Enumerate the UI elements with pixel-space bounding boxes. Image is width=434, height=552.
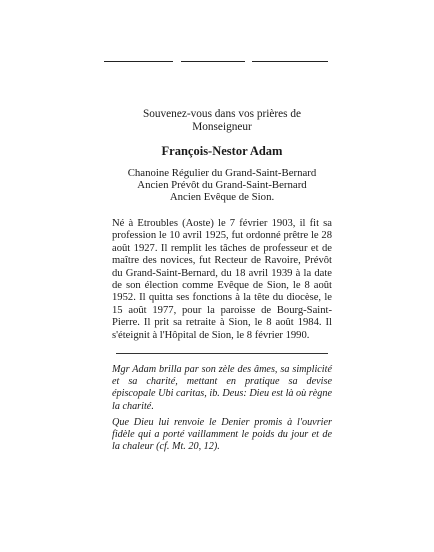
title-line-2: Ancien Prévôt du Grand-Saint-Bernard <box>137 179 307 191</box>
memorial-card <box>112 108 332 457</box>
top-rule-right <box>252 61 328 62</box>
section-divider <box>116 353 328 354</box>
intro-line-2: Monseigneur <box>192 121 252 133</box>
biography: Né à Etroubles (Aoste) le 7 février 1903, il fit sa profession le 10 avril 1925, fut ordonné prêtre le 28 août 1927. Il remplit les tâches de professeur et de maître des novices, fut Recteur de Ravoire, Prévôt du Grand-Saint-Bernard, du 18 avril 1939 à la date de son élection comme Evêque de Sion, le 8 août 1952. Il quitta ses fonctions à la tête du diocèse, le 15 août 1977, pour la paroisse de Bourg-Saint-Pierre. Il prit sa retraite à Sion, le 8 août 1984. Il s'éteignit à l'Hôpital de Sion, le 8 février 1990. <box>112 218 332 341</box>
title-line-1: Chanoine Régulier du Grand-Saint-Bernard <box>127 167 317 179</box>
intro-line-1: Souvenez-vous dans vos prières de <box>142 108 302 120</box>
quote-paragraph-1: Mgr Adam brilla par son zèle des âmes, sa simplicité et sa charité, mettant en pratique sa devise épiscopale Ubi caritas, ib. Deus: Dieu est là où règne la charité. <box>112 364 332 412</box>
deceased-name: François-Nestor Adam <box>161 144 283 158</box>
top-rule-middle <box>181 61 245 62</box>
title-line-3: Ancien Evêque de Sion. <box>169 191 275 203</box>
top-rule-left <box>104 61 173 62</box>
quote-paragraph-2: Que Dieu lui renvoie le Denier promis à l'ouvrier fidèle qui a porté vaillamment le poids du jour et de la chaleur (cf. Mt. 20, 12). <box>112 416 332 453</box>
